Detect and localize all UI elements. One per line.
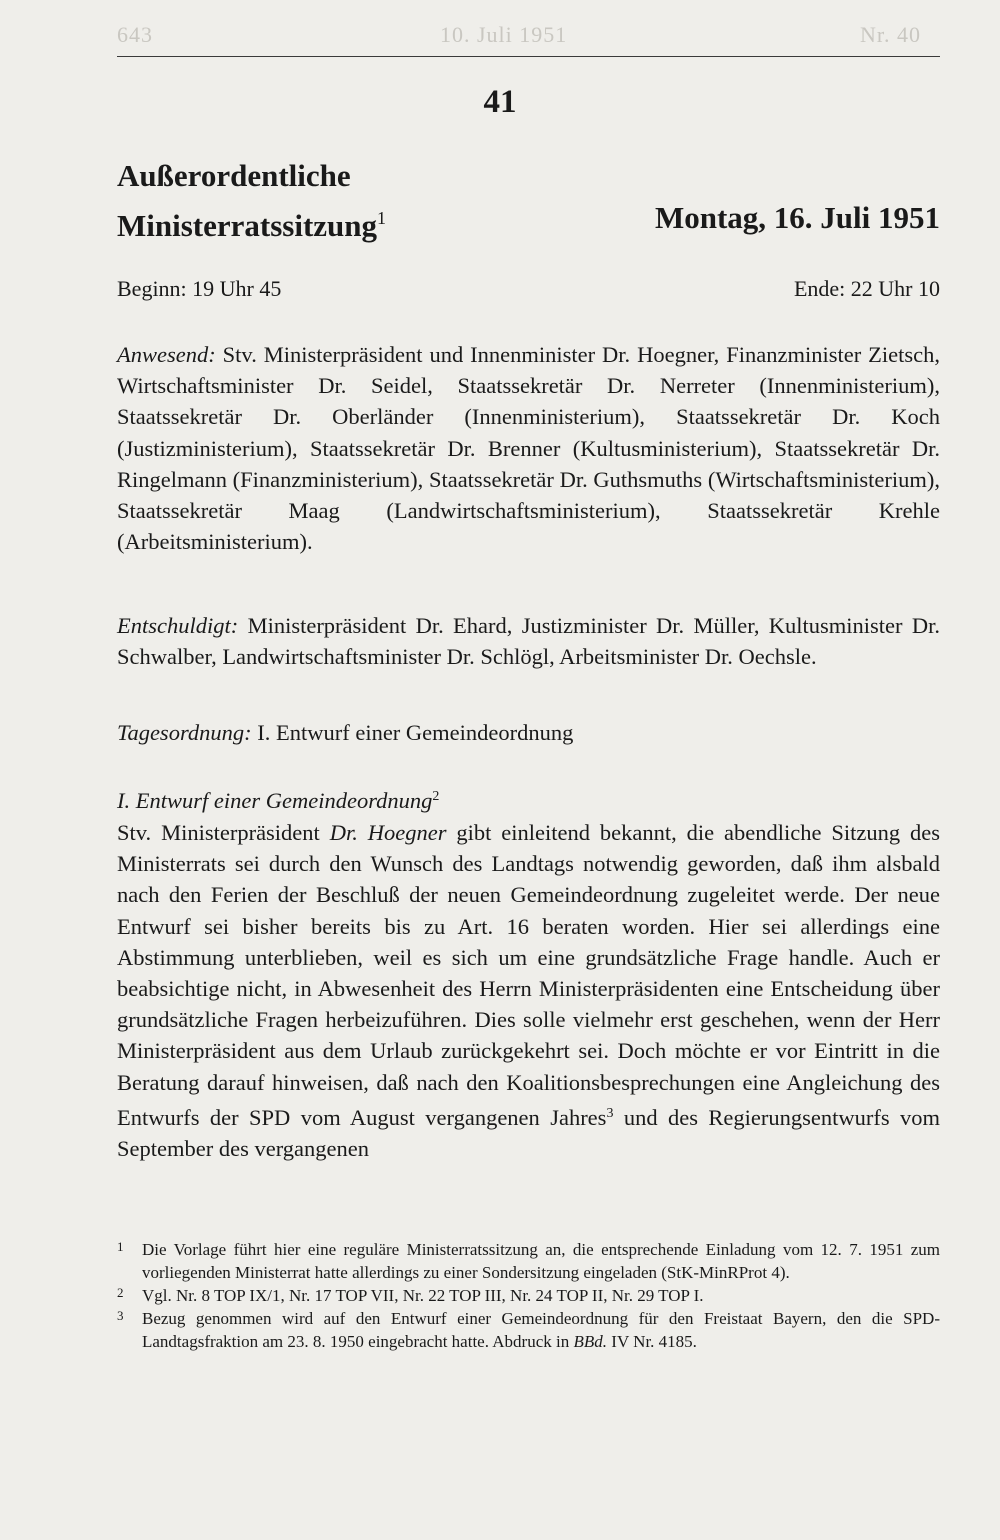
- footnote-1: 1 Die Vorlage führt hier eine reguläre Ministerratssitzung an, die entsprechende Einladung vom 12. 7. 1951 zum vorliegenden Ministerrat hatte allerdings zu einer Sondersitzung eingeladen (StK-MinRProt 4).: [117, 1239, 940, 1282]
- footnotes: [117, 1238, 940, 1353]
- footnote-ref-2: 2: [432, 789, 440, 804]
- title-line-1: Außerordentliche: [117, 158, 351, 193]
- title-line-2: Ministerratssitzung$^1$: [117, 208, 387, 243]
- session-date: Montag, 16. Juli 1951: [654, 200, 940, 235]
- body-paragraph: Stv. Ministerpräsident Dr. Hoegner gibt einleitend bekannt, die abendliche Sitzung des Ministerrats sei durch den Wunsch des Landtags notwendig geworden, daß ihm alsbald nach den Ferien der Beschluß der neuen Gemeindeordnung zugeleitet werde. Der neue Entwurf sei bisher bereits bis zu Art. 16 beraten worden. Hier sei allerdings eine Abstimmung unterblieben, weil es sich um eine grundsätzliche Frage handle. Auch er beabsichtige nicht, in Abwesenheit des Herrn Ministerpräsidenten eine Entscheidung über grundsätzliche Fragen herbeizuführen. Dies solle vielmehr erst geschehen, wenn der Herr Ministerpräsident aus dem Urlaub zurückgekehrt sei. Doch möchte er vor Eintritt in die Beratung darauf hinweisen, daß nach den Koalitionsbesprechungen eine Angleichung des Entwurfs der SPD vom August vergangenen Jahres$^3$ und des Regierungsentwurfs vom September des vergangenen: [117, 820, 940, 1162]
- footnote-2: 2 Vgl. Nr. 8 TOP IX/1, Nr. 17 TOP VII, Nr. 22 TOP III, Nr. 24 TOP II, Nr. 29 TOP I.: [117, 1285, 704, 1305]
- excused-label: Entschuldigt:: [117, 613, 239, 638]
- attendees-text: Stv. Ministerpräsident und Innenminister Dr. Hoegner, Finanzminister Zietsch, Wirtschaftsminister Dr. Seidel, Staatssekretär Dr. Nerreter (Innenministerium), Staatssekretär Dr. Oberländer (Innenministerium), Staatssekretär Dr. Koch (Justizministerium), Staatssekretär Dr. Brenner (Kultusministerium), Staatssekretär Dr. Ringelmann (Finanzministerium), Staatssekretär Dr. Guthsmuths (Wirtschaftsministerium), Staatssekretär Maag (Landwirtschaftsministerium), Staatssekretär Krehle (Arbeitsministerium).: [117, 342, 940, 555]
- speaker-name: Dr. Hoegner: [329, 820, 447, 845]
- agenda-paragraph: [117, 717, 940, 748]
- agenda-label: Tagesordnung:: [117, 720, 252, 745]
- bleed-date: 10. Juli 1951: [440, 22, 568, 47]
- agenda-item-heading: I. Entwurf einer Gemeindeordnung$^2$: [117, 788, 440, 813]
- footnote-ref-1: 1: [377, 208, 387, 228]
- footnote-3: 3 Bezug genommen wird auf den Entwurf einer Gemeindeordnung für den Freistaat Bayern, den die SPD-Landtagsfraktion am 23. 8. 1950 eingebracht hatte. Abdruck in BBd. IV Nr. 4185.: [117, 1308, 940, 1351]
- header-rule: [117, 56, 940, 57]
- start-time: Beginn: 19 Uhr 45: [117, 276, 282, 301]
- bleed-page-number: 643: [117, 22, 153, 47]
- excused-paragraph: [117, 610, 940, 672]
- attendees-label: Anwesend:: [117, 342, 216, 367]
- excused-text: Ministerpräsident Dr. Ehard, Justizminister Dr. Müller, Kultusminister Dr. Schwalber, Landwirtschaftsminister Dr. Schlögl, Arbeitsminister Dr. Oechsle.: [117, 613, 940, 670]
- document-number: 41: [483, 84, 517, 120]
- bleed-doc-number: Nr. 40: [860, 22, 921, 47]
- page-title: [117, 155, 386, 247]
- attendees-paragraph: [117, 339, 940, 557]
- end-time: Ende: 22 Uhr 10: [793, 276, 940, 301]
- footnote-ref-3: 3: [606, 1105, 614, 1121]
- agenda-text: I. Entwurf einer Gemeindeordnung: [257, 720, 574, 745]
